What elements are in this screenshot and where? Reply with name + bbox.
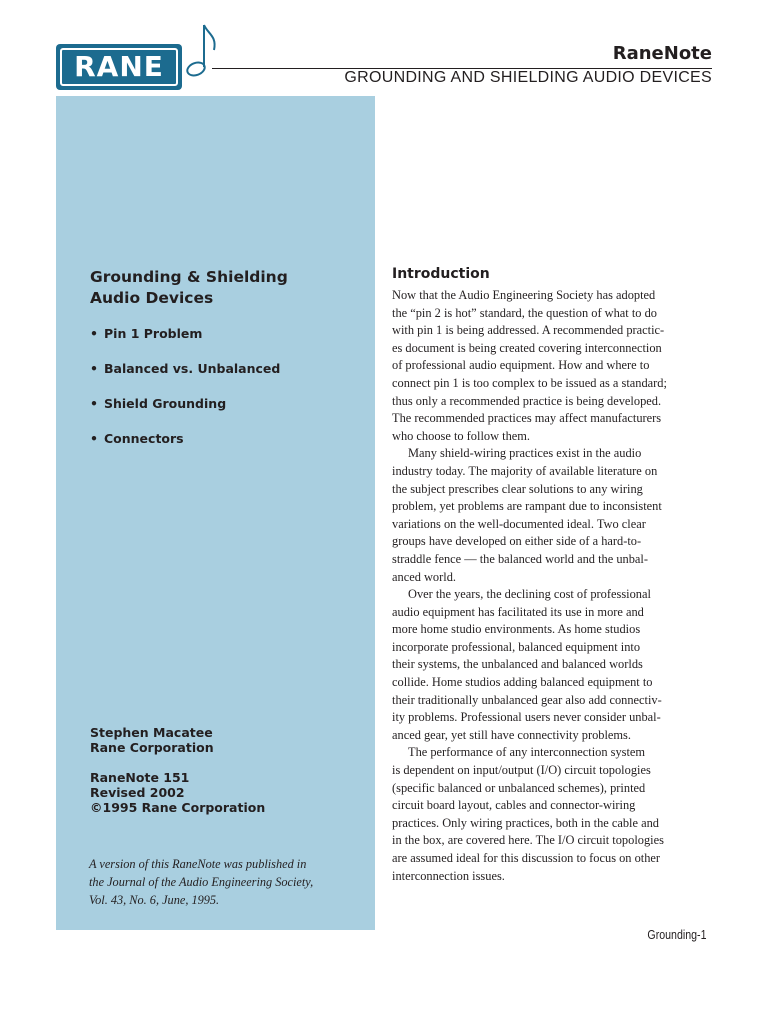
copyright: ©1995 Rane Corporation [90, 800, 266, 815]
bullet-icon: • [90, 396, 98, 411]
sidebar-panel [56, 96, 375, 930]
author-block [90, 725, 214, 755]
publication-note [89, 855, 359, 909]
body-line: collide. Home studios adding balanced equipment to [392, 675, 653, 690]
body-line: ity problems. Professional users never consider unbal- [392, 710, 661, 725]
topic-item [90, 361, 280, 396]
author-name: Stephen Macatee [90, 725, 213, 740]
body-line: their traditionally unbalanced gear also add connectiv- [392, 692, 662, 707]
topic-label: Shield Grounding [104, 396, 227, 411]
body-line: anced gear, yet still have connectivity problems. [392, 727, 631, 742]
body-line: with pin 1 is being addressed. A recommended practic- [392, 323, 665, 338]
body-line: straddle fence — the balanced world and the unbal- [392, 551, 648, 566]
rane-logo-frame [60, 48, 178, 86]
note-info-block [90, 770, 265, 815]
body-line: interconnection issues. [392, 868, 505, 883]
body-line: problem, yet problems are rampant due to inconsistent [392, 499, 662, 514]
body-line: incorporate professional, balanced equipment into [392, 639, 641, 654]
topic-label: Balanced vs. Unbalanced [104, 361, 281, 376]
topic-item [90, 326, 280, 361]
body-line: variations on the well-documented ideal. Two clear [392, 516, 646, 531]
sidebar-title-line: Audio Devices [90, 289, 214, 307]
body-line: Now that the Audio Engineering Society has adopted [392, 288, 656, 302]
body-line: in the box, are covered here. The I/O circuit topologies [392, 833, 664, 848]
body-line: the subject prescribes clear solutions to any wiring [392, 481, 643, 496]
body-line: es document is being created covering interconnection [392, 340, 662, 355]
music-note-icon [184, 22, 220, 78]
topic-label: Connectors [104, 431, 184, 446]
author-company: Rane Corporation [90, 740, 214, 755]
page-label: Grounding-1 [646, 928, 706, 942]
rane-logo-text: RANE [74, 50, 164, 83]
note-number: RaneNote 151 [90, 770, 190, 785]
sidebar-title-line: Grounding & Shielding [90, 268, 288, 286]
revision-date: Revised 2002 [90, 785, 185, 800]
body-line: the “pin 2 is hot” standard, the question of what to do [392, 305, 657, 320]
body-line: audio equipment has facilitated its use in more and [392, 604, 644, 619]
body-line: anced world. [392, 569, 456, 584]
topic-item [90, 396, 280, 431]
body-line: thus only a recommended practice is being developed. [392, 393, 662, 408]
bullet-icon: • [90, 326, 98, 341]
body-line: practices. Only wiring practices, both in the cable and [392, 815, 659, 830]
body-line: industry today. The majority of available literature on [392, 463, 658, 478]
body-line: The performance of any interconnection system [408, 745, 646, 760]
body-line: are assumed ideal for this discussion to focus on other [392, 851, 661, 865]
body-line: (specific balanced or unbalanced schemes), printed [392, 780, 646, 795]
body-line: groups have developed on either side of a hard-to- [392, 534, 642, 549]
publication-line: the Journal of the Audio Engineering Society, [89, 875, 314, 889]
body-line: of professional audio equipment. How and where to [392, 358, 650, 373]
sidebar-title [90, 267, 350, 309]
body-line: is dependent on input/output (I/O) circuit topologies [392, 763, 651, 778]
rane-logo [56, 44, 182, 90]
publication-line: Vol. 43, No. 6, June, 1995. [89, 893, 220, 907]
body-line: Many shield-wiring practices exist in the audio [408, 446, 642, 461]
body-text [392, 287, 722, 885]
topic-label: Pin 1 Problem [104, 326, 203, 341]
series-title: RaneNote [612, 43, 712, 64]
topic-list [90, 326, 280, 466]
body-line: more home studio environments. As home studios [392, 622, 641, 637]
topic-item [90, 431, 280, 466]
body-line: Over the years, the declining cost of professional [408, 587, 651, 602]
bullet-icon: • [90, 431, 98, 446]
body-line: who choose to follow them. [392, 428, 530, 443]
document-subtitle: GROUNDING AND SHIELDING AUDIO DEVICES [344, 69, 712, 86]
section-heading: Introduction [392, 266, 490, 282]
body-line: The recommended practices may affect manufacturers [392, 411, 662, 426]
body-line: circuit board layout, cables and connector-wiring [392, 798, 636, 813]
bullet-icon: • [90, 361, 98, 376]
publication-line: A version of this RaneNote was published in [89, 857, 307, 871]
body-line: their systems, the unbalanced and balanced worlds [392, 657, 643, 672]
body-line: connect pin 1 is too complex to be issued as a standard; [392, 375, 667, 390]
